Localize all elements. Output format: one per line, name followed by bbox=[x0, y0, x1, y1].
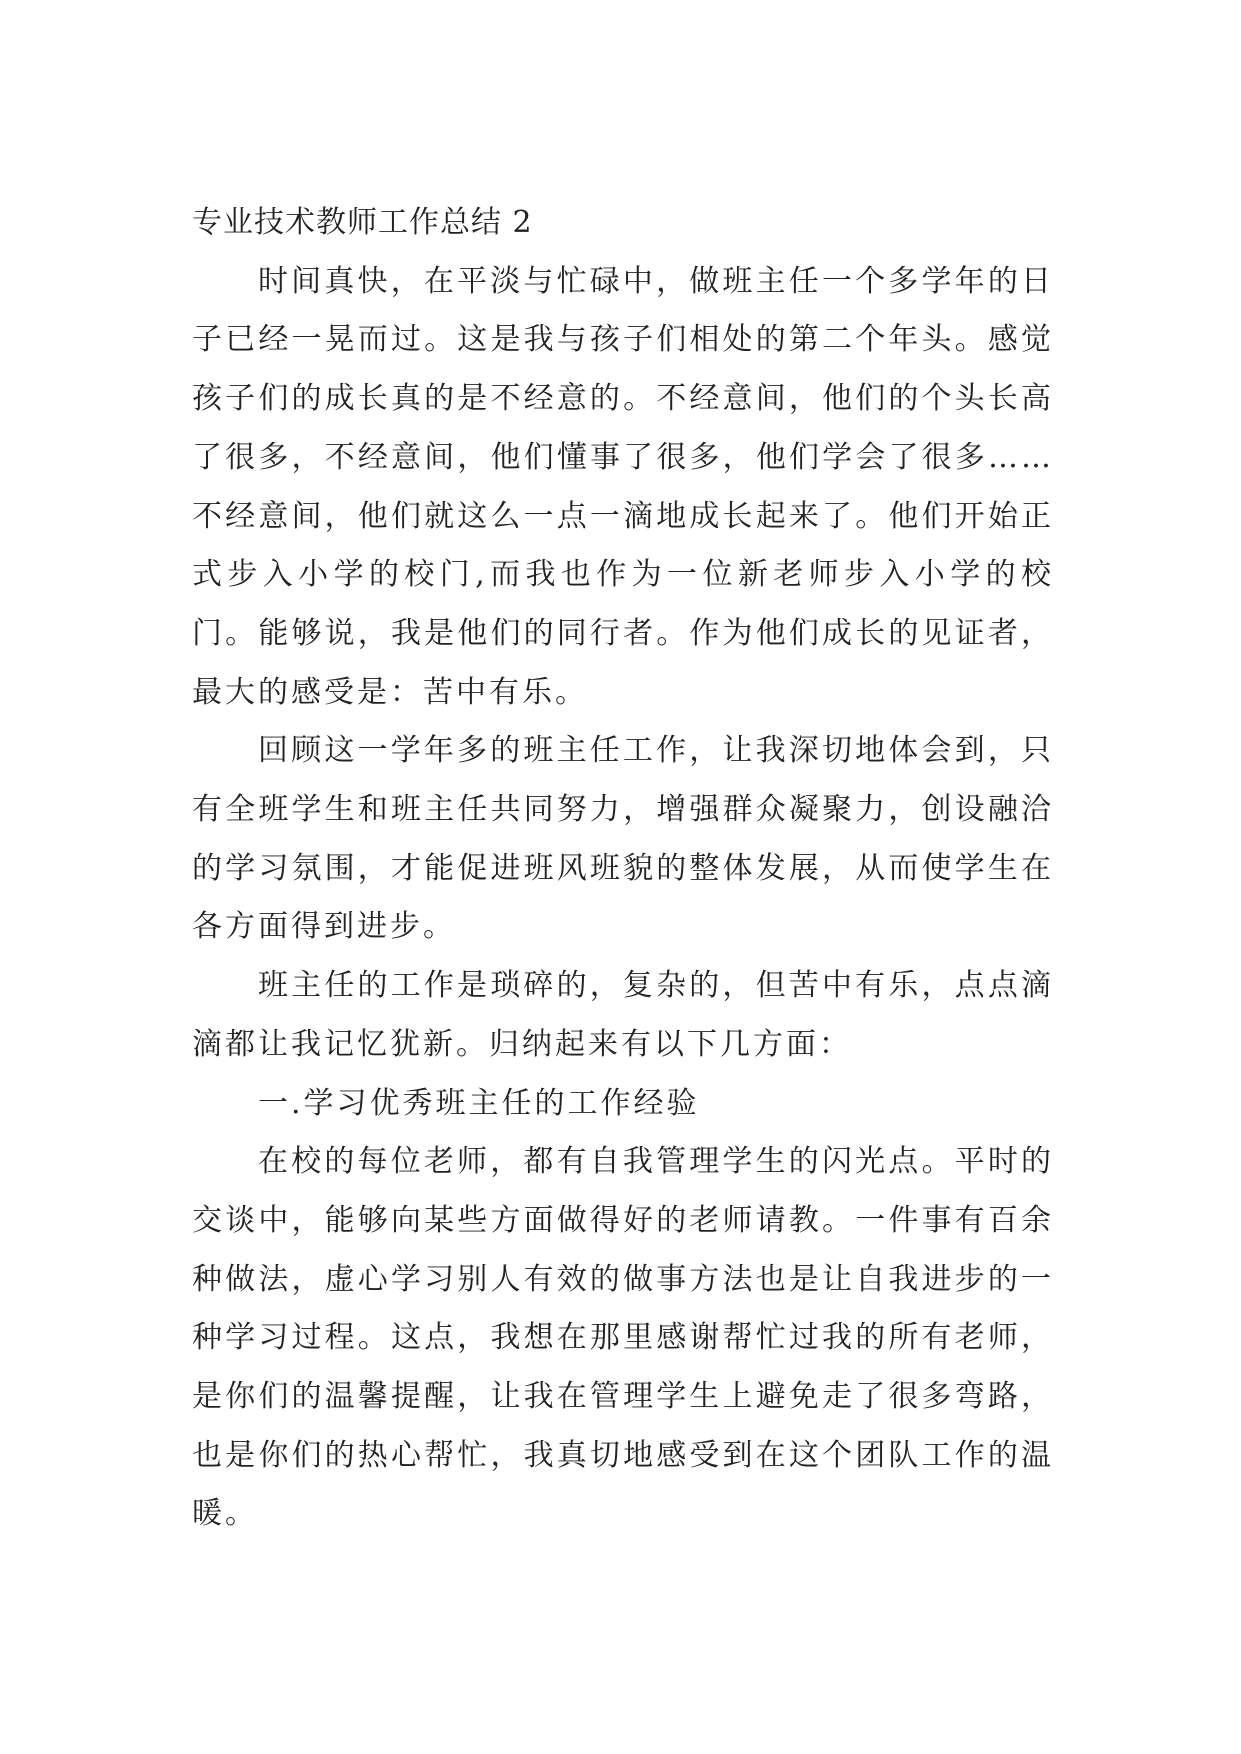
document-body bbox=[192, 194, 1054, 1544]
paragraph-experience: 在校的每位老师，都有自我管理学生的闪光点。平时的交谈中，能够向某些方面做得好的老师请教。一件事有百余种做法，虚心学习别人有效的做事方法也是让自我进步的一种学习过程。这点，我想在那里感谢帮忙过我的所有老师，是你们的温馨提醒，让我在管理学生上避免走了很多弯路，也是你们的热心帮忙，我真切地感受到在这个团队工作的温暖。 bbox=[192, 1144, 1054, 1532]
paragraph-review: 回顾这一学年多的班主任工作，让我深切地体会到，只有全班学生和班主任共同努力，增强群众凝聚力，创设融洽的学习氛围，才能促进班风班貌的整体发展，从而使学生在各方面得到进步。 bbox=[192, 733, 1054, 945]
section-heading: 一.学习优秀班主任的工作经验 bbox=[258, 1085, 700, 1121]
document-title: 专业技术教师工作总结 2 bbox=[192, 205, 533, 240]
paragraph-intro: 时间真快，在平淡与忙碌中，做班主任一个多学年的日子已经一晃而过。这是我与孩子们相处的第二个年头。感觉孩子们的成长真的是不经意的。不经意间，他们的个头长高了很多，不经意间，他们懂事了很多，他们学会了很多……不经意间，他们就这么一点一滴地成长起来了。他们开始正式步入小学的校门,而我也作为一位新老师步入小学的校门。能够说，我是他们的同行者。作为他们成长的见证者，最大的感受是：苦中有乐。 bbox=[192, 263, 1054, 710]
paragraph-summary: 班主任的工作是琐碎的，复杂的，但苦中有乐，点点滴滴都让我记忆犹新。归纳起来有以下几方面： bbox=[192, 968, 1054, 1062]
